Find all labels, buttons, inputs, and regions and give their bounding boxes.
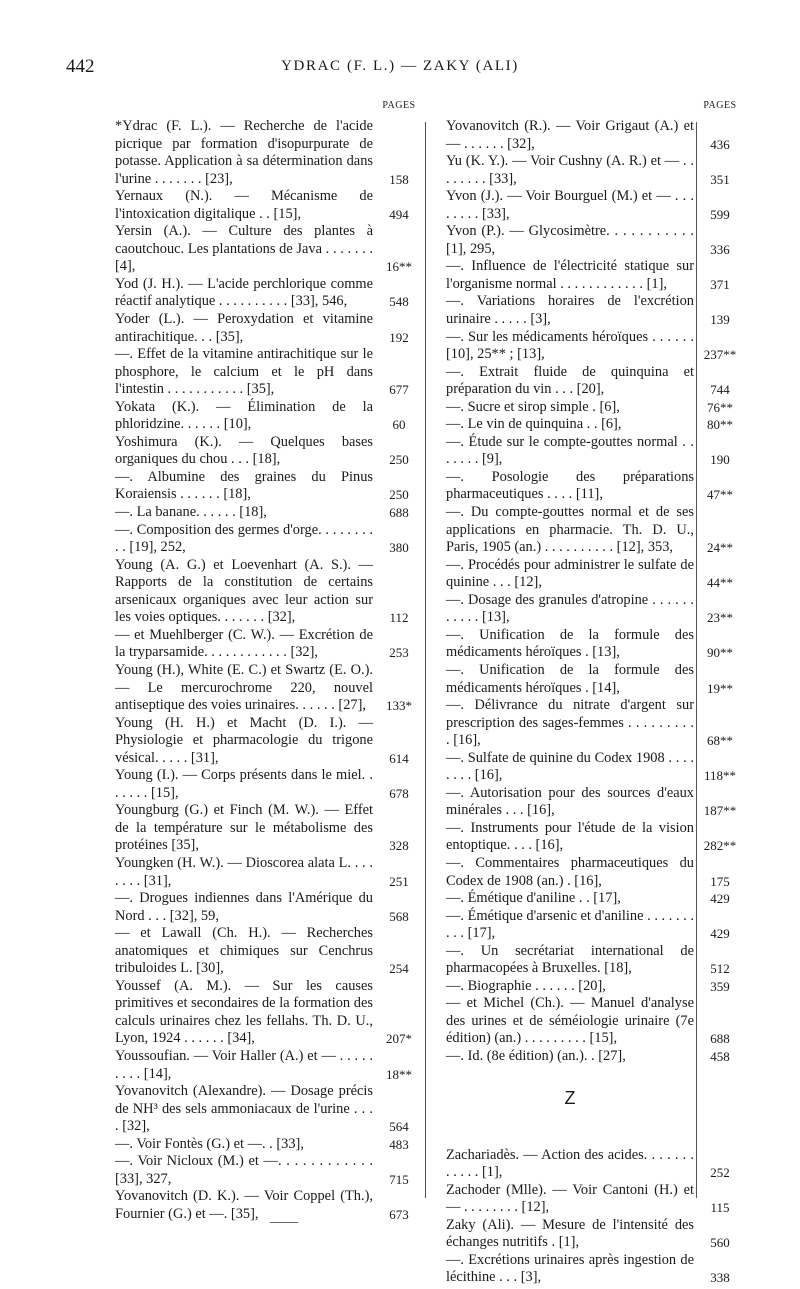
index-entry <box>446 557 746 592</box>
index-entry <box>115 276 425 311</box>
entry-text: —. Composition des germes d'orge. . . . . . . . . . [19], 252, <box>115 521 373 556</box>
entry-text: —. Commentaires pharmaceutiques du Codex de 1908 (an.) . [16], <box>446 854 694 889</box>
index-entry <box>115 662 425 715</box>
entry-text: —. Délivrance du nitrate d'argent sur prescription des sages-femmes . . . . . . . . . . [16], <box>446 697 694 749</box>
entry-text: Yernaux (N.). — Mécanisme de l'intoxication digitalique . . [15], <box>115 188 373 222</box>
pages-header-right: PAGES <box>703 100 737 111</box>
entry-text: — et Lawall (Ch. H.). — Recherches anatomiques et chimiques sur Cenchrus tribuloides L. [30], <box>115 925 373 977</box>
entry-text: Yvon (J.). — Voir Bourguel (M.) et — . . . . . . . . [33], <box>446 188 694 222</box>
entry-page-number: 251 <box>389 873 409 889</box>
entry-text: —. Influence de l'électricité statique sur l'organisme normal . . . . . . . . . . . . [1], <box>446 258 694 292</box>
entry-text: —. Voir Nicloux (M.) et —. . . . . . . . . . . . [33], 327, <box>115 1153 373 1187</box>
index-entry <box>115 855 425 890</box>
index-entry <box>446 1217 746 1252</box>
entry-page-number: 115 <box>710 1200 730 1216</box>
entry-text: Zachariadès. — Action des acides. . . . . . . . . . . . [1], <box>446 1146 694 1181</box>
entry-text: Youssoufian. — Voir Haller (A.) et — . . . . . . . . . [14], <box>115 1047 373 1082</box>
entry-page-number: 187** <box>703 803 737 819</box>
entry-page-number: 207* <box>386 1031 412 1047</box>
entry-text: —. Voir Fontès (G.) et —. . [33], <box>115 1135 304 1152</box>
running-head: YDRAC (F. L.) — ZAKY (ALI) <box>281 58 519 74</box>
index-entry <box>446 153 746 188</box>
index-entry <box>115 1136 425 1154</box>
index-entry <box>446 662 746 697</box>
entry-text: Zaky (Ali). — Mesure de l'intensité des échanges nutritifs . [1], <box>446 1216 694 1251</box>
entry-text: —. Autorisation pour des sources d'eaux minérales . . . [16], <box>446 784 694 819</box>
index-entry <box>446 1048 746 1066</box>
entry-page-number: 560 <box>710 1235 730 1251</box>
entry-page-number: 599 <box>710 206 730 222</box>
index-entry <box>446 995 746 1048</box>
section-letter-z: Z <box>564 1087 576 1108</box>
index-entry <box>115 1083 425 1136</box>
entry-text: Yersin (A.). — Culture des plantes à caoutchouc. Les plantations de Java . . . . . . . [4], <box>115 223 373 275</box>
index-entry <box>115 802 425 855</box>
index-entry <box>446 188 746 223</box>
entry-text: —. Effet de la vitamine antirachitique sur le phosphore, le calcium et le pH dans l'intestin . . . . . . . . . . . [35], <box>115 346 373 398</box>
index-entry <box>115 557 425 627</box>
entry-text: —. Extrait fluide de quinquina et préparation du vin . . . [20], <box>446 363 694 398</box>
entry-page-number: 688 <box>710 1031 730 1047</box>
index-entry <box>115 978 425 1048</box>
index-entry <box>115 1048 425 1083</box>
entry-page-number: 68** <box>707 733 733 749</box>
entry-text: —. Drogues indiennes dans l'Amérique du Nord . . . [32], 59, <box>115 890 373 924</box>
entry-page-number: 494 <box>389 206 409 222</box>
index-entry <box>446 855 746 890</box>
entry-text: —. Unification de la formule des médicaments héroïques . [14], <box>446 661 694 696</box>
entry-page-number: 23** <box>707 610 733 626</box>
entry-text: Yod (J. H.). — L'acide perchlorique comme réactif analytique . . . . . . . . . . [33], 546, <box>115 275 373 310</box>
entry-text: Youngburg (G.) et Finch (M. W.). — Effet de la température sur le métabolisme des protéines [35], <box>115 802 373 854</box>
entry-page-number: 18** <box>386 1066 412 1082</box>
entry-text: —. Étude sur le compte-gouttes normal . . . . . . . [9], <box>446 433 694 468</box>
entry-page-number: 678 <box>389 785 409 801</box>
entry-page-number: 19** <box>707 680 733 696</box>
entry-text: Yu (K. Y.). — Voir Cushny (A. R.) et — . . . . . . . . [33], <box>446 153 694 187</box>
entry-text: —. Id. (8e édition) (an.). . [27], <box>446 1047 626 1064</box>
left-column <box>115 100 425 1223</box>
right-entries-z <box>446 1147 746 1287</box>
entry-page-number: 744 <box>710 382 730 398</box>
index-entry <box>115 311 425 346</box>
index-entry <box>446 820 746 855</box>
index-entry <box>446 118 746 153</box>
entry-page-number: 677 <box>389 382 409 398</box>
entry-page-number: 458 <box>710 1048 730 1064</box>
entry-page-number: 133* <box>386 698 412 714</box>
entry-text: —. Procédés pour administrer le sulfate de quinine . . . [12], <box>446 556 694 591</box>
entry-text: — et Muehlberger (C. W.). — Excrétion de la tryparsamide. . . . . . . . . . . . [32], <box>115 626 373 661</box>
entry-page-number: 564 <box>389 1119 409 1135</box>
entry-text: Yoder (L.). — Peroxydation et vitamine antirachitique. . . [35], <box>115 311 373 345</box>
entry-text: —. Le vin de quinquina . . [6], <box>446 416 622 433</box>
entry-page-number: 512 <box>710 961 730 977</box>
index-entry <box>115 1188 425 1223</box>
entry-text: —. Sulfate de quinine du Codex 1908 . . . . . . . . [16], <box>446 749 694 784</box>
entry-page-number: 338 <box>710 1270 730 1286</box>
index-entry <box>446 1147 746 1182</box>
index-entry <box>115 118 425 188</box>
index-entry <box>115 715 425 768</box>
index-entry <box>115 890 425 925</box>
entry-page-number: 175 <box>710 873 730 889</box>
index-entry <box>446 908 746 943</box>
entry-text: Youssef (A. M.). — Sur les causes primitives et secondaires de la formation des calculs urinaires chez les fellahs. Th. D. U., Lyon, 1924 . . . . . . [34], <box>115 977 373 1047</box>
entry-text: *Ydrac (F. L.). — Recherche de l'acide picrique par formation d'isopurpurate de potasse. Application à sa détermination dans l'urine . . . . . . . [23], <box>115 118 373 187</box>
entry-page-number: 436 <box>710 136 730 152</box>
entry-page-number: 429 <box>710 926 730 942</box>
entry-page-number: 90** <box>707 645 733 661</box>
index-entry <box>446 504 746 557</box>
entry-text: Zachoder (Mlle). — Voir Cantoni (H.) et — . . . . . . . . [12], <box>446 1181 694 1216</box>
entry-text: Young (A. G.) et Loevenhart (A. S.). — Rapports de la constitution de certains arsenicaux organiques avec leur action sur les voies optiques. . . . . . . [32], <box>115 556 373 626</box>
index-entry <box>115 188 425 223</box>
footer-rule <box>270 1222 298 1223</box>
entry-page-number: 483 <box>389 1136 409 1152</box>
index-entry <box>446 592 746 627</box>
entry-page-number: 16** <box>386 259 412 275</box>
entry-page-number: 328 <box>389 838 409 854</box>
entry-text: —. Posologie des préparations pharmaceutiques . . . . [11], <box>446 468 694 503</box>
entry-text: —. Un secrétariat international de pharmacopées à Bruxelles. [18], <box>446 942 694 977</box>
entry-text: —. Émétique d'aniline . . [17], <box>446 890 621 907</box>
entry-text: — et Michel (Ch.). — Manuel d'analyse des urines et de séméiologie urinaire (7e édition) (an.) . . . . . . . . . [15], <box>446 995 694 1047</box>
index-entry <box>115 925 425 978</box>
index-entry <box>446 399 746 417</box>
index-entry <box>446 293 746 328</box>
entry-text: Yokata (K.). — Élimination de la phloridzine. . . . . . [10], <box>115 398 373 433</box>
index-entry <box>446 1182 746 1217</box>
index-entry <box>446 434 746 469</box>
entry-text: —. Sucre et sirop simple . [6], <box>446 398 620 415</box>
index-entry <box>446 750 746 785</box>
index-entry <box>446 697 746 750</box>
entry-text: Youngken (H. W.). — Dioscorea alata L. . . . . . . . [31], <box>115 854 373 889</box>
entry-page-number: 47** <box>707 487 733 503</box>
entry-page-number: 237** <box>703 347 737 363</box>
entry-page-number: 76** <box>707 399 733 415</box>
index-entry <box>115 627 425 662</box>
entry-page-number: 673 <box>389 1206 409 1222</box>
index-entry <box>446 258 746 293</box>
entry-page-number: 548 <box>389 294 409 310</box>
entry-text: Yovanovitch (R.). — Voir Grigaut (A.) et — . . . . . . [32], <box>446 118 694 152</box>
entry-page-number: 568 <box>389 908 409 924</box>
page-number: 442 <box>66 56 95 77</box>
entry-page-number: 359 <box>710 978 730 994</box>
index-entry <box>446 978 746 996</box>
entry-page-number: 336 <box>710 241 730 257</box>
entry-text: —. Albumine des graines du Pinus Koraiensis . . . . . . [18], <box>115 468 373 503</box>
index-entry <box>446 943 746 978</box>
index-entry <box>115 346 425 399</box>
index-entry <box>446 364 746 399</box>
entry-page-number: 80** <box>707 417 733 433</box>
entry-page-number: 112 <box>389 610 409 626</box>
entry-page-number: 715 <box>389 1171 409 1187</box>
entry-page-number: 190 <box>710 452 730 468</box>
entry-text: Yovanovitch (Alexandre). — Dosage précis de NH³ des sels ammoniacaux de l'urine . . . . [32], <box>115 1083 373 1135</box>
right-entries-y <box>446 118 746 1066</box>
entry-page-number: 44** <box>707 575 733 591</box>
entry-text: —. Variations horaires de l'excrétion urinaire . . . . . [3], <box>446 293 694 328</box>
entry-page-number: 139 <box>710 312 730 328</box>
right-column <box>446 100 746 1287</box>
entry-text: Young (I.). — Corps présents dans le miel. . . . . . . [15], <box>115 767 373 801</box>
index-entry <box>115 504 425 522</box>
entry-text: —. Du compte-gouttes normal et de ses applications en pharmacie. Th. D. U., Paris, 1905 (an.) . . . . . . . . . . [12], 353, <box>446 504 694 556</box>
entry-text: —. Instruments pour l'étude de la vision entoptique. . . . [16], <box>446 819 694 854</box>
entry-text: Young (H. H.) et Macht (D. I.). — Physiologie et pharmacologie du trigone vésical. . . . . [31], <box>115 714 373 766</box>
entry-page-number: 158 <box>389 171 409 187</box>
index-entry <box>446 223 746 258</box>
entry-page-number: 380 <box>389 540 409 556</box>
left-entries <box>115 118 425 1223</box>
index-entry <box>446 469 746 504</box>
entry-page-number: 688 <box>389 505 409 521</box>
entry-page-number: 250 <box>389 487 409 503</box>
entry-text: —. La banane. . . . . . [18], <box>115 504 267 521</box>
entry-text: —. Excrétions urinaires après ingestion de lécithine . . . [3], <box>446 1251 694 1286</box>
entry-page-number: 192 <box>389 329 409 345</box>
index-entry <box>446 1252 746 1287</box>
entry-page-number: 351 <box>710 171 730 187</box>
index-entry <box>115 767 425 802</box>
entry-text: Young (H.), White (E. C.) et Swartz (E. O.). — Le mercurochrome 220, nouvel antiseptique des voies urinaires. . . . . . [27], <box>115 661 373 714</box>
entry-page-number: 429 <box>710 891 730 907</box>
entry-text: Yvon (P.). — Glycosimètre. . . . . . . . . . . [1], 295, <box>446 223 694 257</box>
entry-page-number: 250 <box>389 452 409 468</box>
entry-page-number: 282** <box>703 838 737 854</box>
entry-page-number: 254 <box>389 961 409 977</box>
index-entry <box>115 434 425 469</box>
index-entry <box>115 469 425 504</box>
entry-text: —. Sur les médicaments héroïques . . . . . . [10], 25** ; [13], <box>446 328 694 363</box>
index-entry <box>446 627 746 662</box>
entry-text: Yoshimura (K.). — Quelques bases organiques du chou . . . [18], <box>115 433 373 468</box>
index-entry <box>446 416 746 434</box>
index-entry <box>115 522 425 557</box>
entry-page-number: 371 <box>710 276 730 292</box>
index-entry <box>446 329 746 364</box>
index-entry <box>446 785 746 820</box>
index-entry <box>115 399 425 434</box>
index-entry <box>446 890 746 908</box>
entry-page-number: 253 <box>389 645 409 661</box>
entry-text: Yovanovitch (D. K.). — Voir Coppel (Th.), Fournier (G.) et —. [35], <box>115 1188 373 1222</box>
entry-text: —. Dosage des granules d'atropine . . . . . . . . . . . [13], <box>446 591 694 626</box>
entry-page-number: 60 <box>392 417 406 433</box>
entry-text: —. Émétique d'arsenic et d'aniline . . . . . . . . . . [17], <box>446 907 694 942</box>
entry-text: —. Unification de la formule des médicaments héroïques . [13], <box>446 626 694 661</box>
index-entry <box>115 223 425 276</box>
entry-page-number: 24** <box>707 540 733 556</box>
pages-header-left: PAGES <box>382 100 416 111</box>
column-rule-left <box>425 122 426 1198</box>
entry-page-number: 614 <box>389 750 409 766</box>
entry-text: —. Biographie . . . . . . [20], <box>446 977 606 994</box>
entry-page-number: 252 <box>710 1165 730 1181</box>
entry-page-number: 118** <box>703 768 737 784</box>
index-entry <box>115 1153 425 1188</box>
